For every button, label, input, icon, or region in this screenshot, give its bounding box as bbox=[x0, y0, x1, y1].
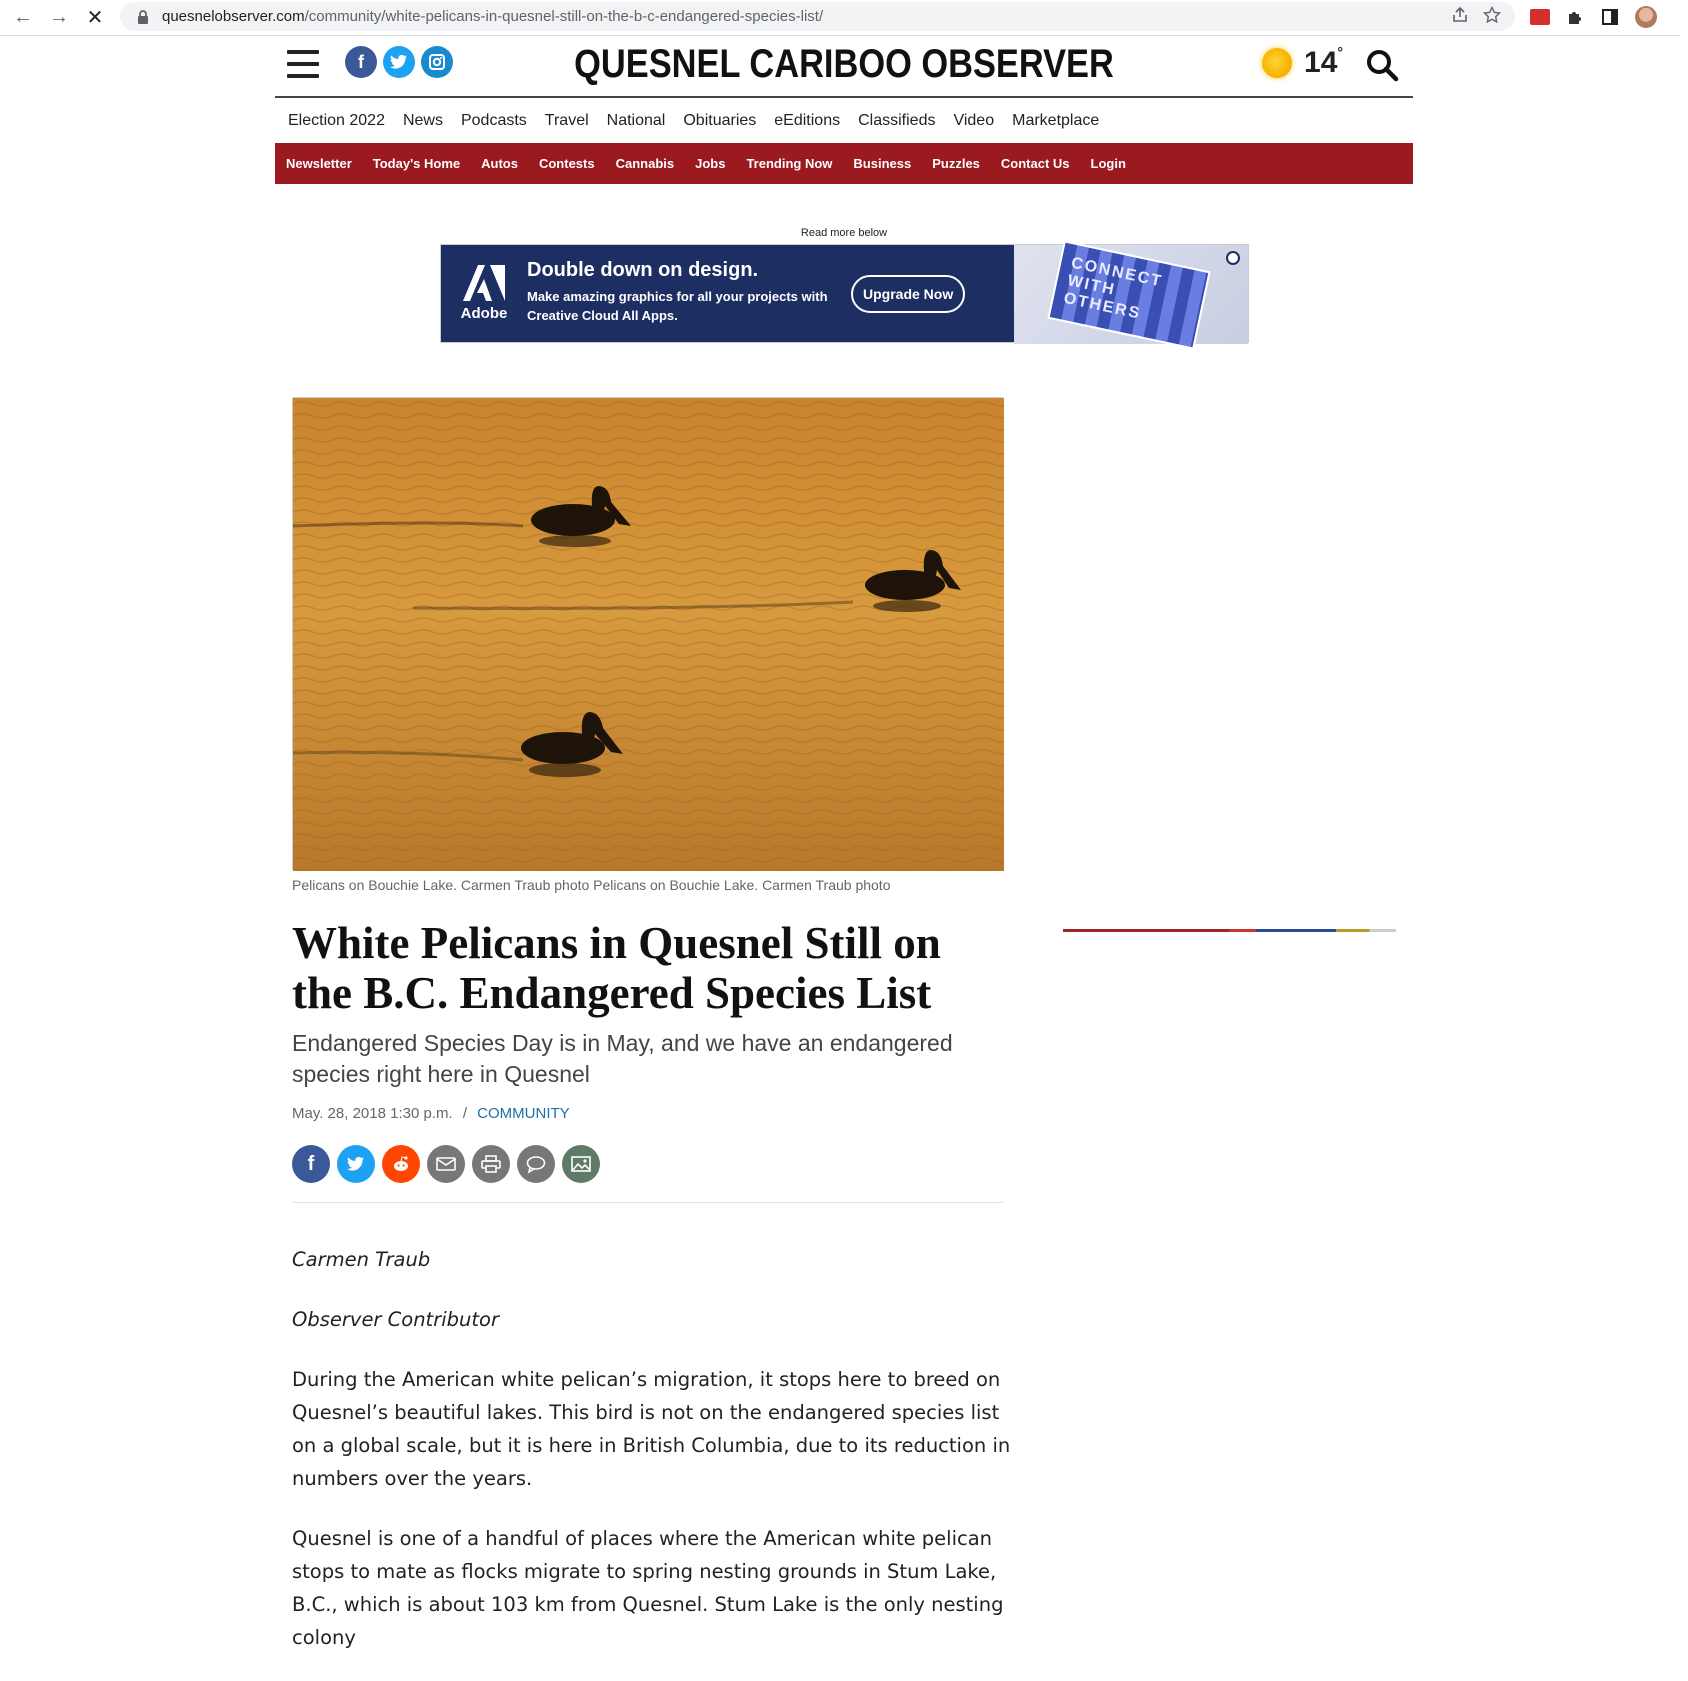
ad-copy: Double down on design. Make amazing graphics for all your projects with Creative Cloud All Apps. bbox=[527, 259, 828, 323]
adobe-banner-ad[interactable] bbox=[440, 244, 1249, 343]
nav-obituaries[interactable]: Obituaries bbox=[683, 112, 757, 129]
subnav-autos[interactable]: Autos bbox=[481, 156, 518, 171]
browser-toolbar bbox=[0, 0, 1680, 36]
weather-widget[interactable] bbox=[1262, 46, 1343, 80]
extensions-puzzle-icon[interactable] bbox=[1562, 4, 1588, 30]
subnav-newsletter[interactable]: Newsletter bbox=[286, 156, 352, 171]
temperature: 14° bbox=[1304, 44, 1343, 79]
stop-loading-icon[interactable]: ✕ bbox=[86, 6, 104, 29]
url-host: quesnelobserver.com bbox=[162, 8, 305, 25]
article-subtitle: Endangered Species Day is in May, and we have an endangered species right here in Quesnel bbox=[292, 1030, 953, 1087]
sidebar-divider bbox=[1063, 929, 1396, 932]
site-logo[interactable]: QUESNEL CARIBOO OBSERVER bbox=[574, 42, 1114, 86]
nav-podcasts[interactable]: Podcasts bbox=[460, 112, 527, 129]
article-dateline bbox=[292, 1105, 570, 1122]
bookmark-star-icon[interactable] bbox=[1483, 6, 1501, 24]
subnav-business[interactable]: Business bbox=[853, 156, 912, 171]
article-body bbox=[292, 1243, 1012, 1681]
nav-national[interactable]: National bbox=[606, 112, 666, 129]
nav-video[interactable]: Video bbox=[953, 112, 995, 129]
menu-icon[interactable] bbox=[287, 50, 319, 78]
share-reddit-icon[interactable] bbox=[382, 1145, 420, 1183]
photo-caption: Pelicans on Bouchie Lake. Carmen Traub photo Pelicans on Bouchie Lake. Carmen Traub photo bbox=[292, 877, 891, 893]
subnav-puzzles[interactable]: Puzzles bbox=[932, 156, 980, 171]
ad-label: Read more below bbox=[800, 227, 888, 239]
pelicans-photo bbox=[293, 398, 1004, 871]
main-navigation bbox=[275, 100, 1413, 142]
share-twitter-icon[interactable] bbox=[337, 1145, 375, 1183]
share-toolbar bbox=[292, 1145, 600, 1183]
subnav-cannabis[interactable]: Cannabis bbox=[615, 156, 675, 171]
print-icon[interactable] bbox=[472, 1145, 510, 1183]
share-facebook-icon[interactable]: f bbox=[292, 1145, 330, 1183]
extension-red-icon[interactable] bbox=[1527, 4, 1553, 30]
article-paragraph: During the American white pelican’s migration, it stops here to breed on Quesnel’s beautiful lakes. This bird is not on the endangered species list on a global scale, but it is here in British Columbia, due to its reduction in numbers over the years. bbox=[292, 1368, 1011, 1490]
article-author: Carmen Traub bbox=[292, 1248, 431, 1271]
subnav-contests[interactable]: Contests bbox=[538, 156, 595, 171]
publish-date: May. 28, 2018 1:30 p.m. bbox=[292, 1105, 453, 1122]
gallery-icon[interactable] bbox=[562, 1145, 600, 1183]
upgrade-now-button[interactable]: Upgrade Now bbox=[851, 275, 965, 313]
share-page-icon[interactable] bbox=[1451, 6, 1469, 24]
subnav-login[interactable]: Login bbox=[1090, 156, 1126, 171]
share-email-icon[interactable] bbox=[427, 1145, 465, 1183]
nav-travel[interactable]: Travel bbox=[544, 112, 589, 129]
adobe-logo: Adobe bbox=[441, 245, 527, 342]
nav-eeditions[interactable]: eEditions bbox=[774, 112, 841, 129]
secondary-navigation bbox=[275, 143, 1413, 184]
address-bar[interactable] bbox=[120, 2, 1515, 31]
article-photo[interactable] bbox=[292, 397, 1003, 870]
url-path: /community/white-pelicans-in-quesnel-still-on-the-b-c-endangered-species-list/ bbox=[304, 8, 824, 25]
sun-icon bbox=[1262, 48, 1292, 78]
side-panel-icon[interactable] bbox=[1597, 4, 1623, 30]
facebook-icon[interactable]: f bbox=[345, 46, 377, 78]
ad-artwork: CONNECT WITH OTHERS bbox=[1014, 245, 1248, 344]
subnav-jobs[interactable]: Jobs bbox=[695, 156, 726, 171]
adobe-a-icon bbox=[463, 265, 505, 301]
article-title: White Pelicans in Quesnel Still on the B.C. Endangered Species List bbox=[292, 918, 941, 1018]
nav-classifieds[interactable]: Classifieds bbox=[858, 112, 936, 129]
nav-marketplace[interactable]: Marketplace bbox=[1012, 112, 1100, 129]
search-icon[interactable] bbox=[1365, 48, 1399, 82]
back-arrow-icon[interactable]: ← bbox=[13, 5, 33, 28]
article-author-role: Observer Contributor bbox=[292, 1308, 499, 1331]
adchoices-icon[interactable] bbox=[1226, 251, 1240, 265]
subnav-contact-us[interactable]: Contact Us bbox=[1000, 156, 1070, 171]
site-header bbox=[275, 38, 1413, 98]
subnav-todays-home[interactable]: Today's Home bbox=[372, 156, 461, 171]
dateline-separator: / bbox=[462, 1105, 467, 1122]
article-paragraph: Quesnel is one of a handful of places where the American white pelican stops to mate as flocks migrate to spring nesting grounds in Stum Lake, B.C., which is about 103 km from Quesnel. Stum Lake is the only nesting colony bbox=[292, 1527, 1004, 1649]
profile-avatar[interactable] bbox=[1633, 4, 1659, 30]
nav-news[interactable]: News bbox=[402, 112, 443, 129]
share-divider bbox=[292, 1202, 1004, 1203]
subnav-trending-now[interactable]: Trending Now bbox=[746, 156, 833, 171]
lock-icon bbox=[136, 9, 150, 25]
comments-icon[interactable] bbox=[517, 1145, 555, 1183]
forward-arrow-icon[interactable]: → bbox=[49, 5, 69, 28]
nav-election-2022[interactable]: Election 2022 bbox=[288, 112, 385, 129]
category-link[interactable]: COMMUNITY bbox=[477, 1105, 570, 1122]
